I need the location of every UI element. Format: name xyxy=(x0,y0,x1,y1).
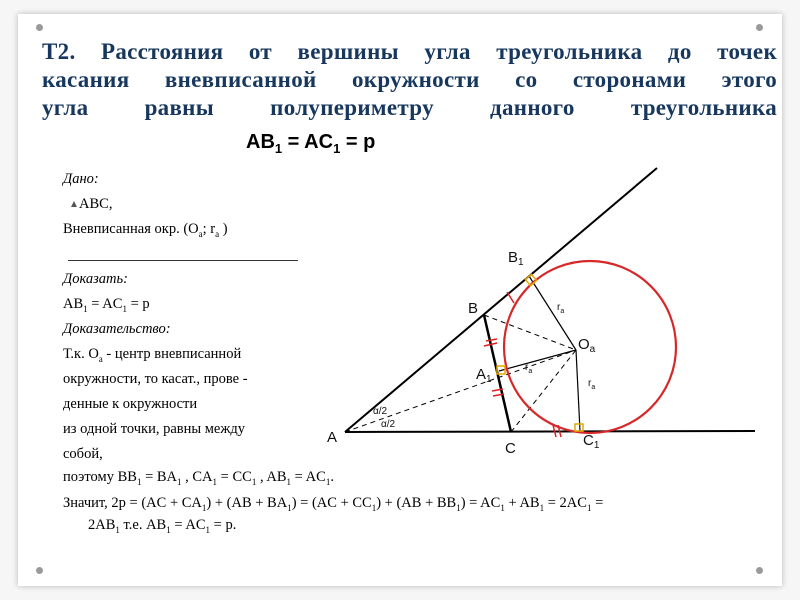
radius-o-a1 xyxy=(499,350,576,371)
proof-line-4: из одной точки, равны между xyxy=(63,421,246,437)
label-r-c1: $r_a$ xyxy=(588,378,596,391)
given-circle: Вневписанная окр. ($O_a$; $r_a$ ) xyxy=(63,221,228,239)
title-line-3: угла равны полупериметру данного треугольника xyxy=(42,95,777,120)
ray-a-c xyxy=(345,431,755,432)
label-c: C xyxy=(505,440,516,457)
title-line-2: касания вневписанной окружности со сторонами этого xyxy=(42,67,777,92)
label-a: A xyxy=(327,429,338,446)
prove-heading: Доказать: xyxy=(63,271,128,287)
label-a1: $A_1$ xyxy=(476,366,492,385)
given-triangle: ABC, xyxy=(63,192,333,217)
label-b1: $B_1$ xyxy=(508,249,524,268)
label-oa: $O_a$ xyxy=(578,336,596,355)
proof-line-2: окружности, то касат., прове - xyxy=(63,371,248,387)
theorem-formula: $AB_1 = AC_1 = p$ xyxy=(246,131,376,156)
label-r-a1: $r_a$ xyxy=(525,362,533,375)
prove-statement: $AB_1 = AC_1 = p$ xyxy=(63,296,150,314)
proof-line-3: денные к окружности xyxy=(63,396,198,412)
proof-line-7: Значит, $2p = (AC + CA_1) + (AB + BA_1) = (AC + CC_1) + (AB + BB_1) = AC_1 + AB_1 = 2AC_1$ = xyxy=(63,495,604,513)
right-angle-c1 xyxy=(575,424,583,431)
label-r-b1: $r_a$ xyxy=(557,302,565,315)
tick-ba1 xyxy=(486,339,497,341)
tick-bb1 xyxy=(507,292,514,303)
label-half-angle-2: α/2 xyxy=(381,419,396,430)
theorem-number: T2. xyxy=(42,39,76,64)
dashed-a-o xyxy=(345,350,576,432)
proof-line-1: Т.к. $O_a$ - центр вневписанной xyxy=(63,346,242,364)
proof-line-8: $2AB_1$ т.е. $AB_1 = AC_1 = p$. xyxy=(88,517,237,535)
proof-line-6: поэтому $BB_1 = BA_1$ , $CA_1 = CC_1$ , $AB_1 = AC_1$. xyxy=(63,469,334,487)
radius-o-b1 xyxy=(529,276,576,350)
given-heading: Дано: xyxy=(63,171,99,187)
dashed-b-o xyxy=(484,315,576,350)
theorem-title: T2. Расстояния от вершины угла треугольника до точек касания вневписанной окружности со сторонами этого угла равны полупериметру данного треугольника xyxy=(42,39,777,120)
label-c1: $C_1$ xyxy=(583,432,600,451)
proof-line-5: собой, xyxy=(63,446,103,462)
proof-heading: Доказательство: xyxy=(63,321,171,337)
label-b: B xyxy=(468,300,479,317)
label-half-angle-1: α/2 xyxy=(373,406,388,417)
radius-o-c1 xyxy=(576,350,580,431)
